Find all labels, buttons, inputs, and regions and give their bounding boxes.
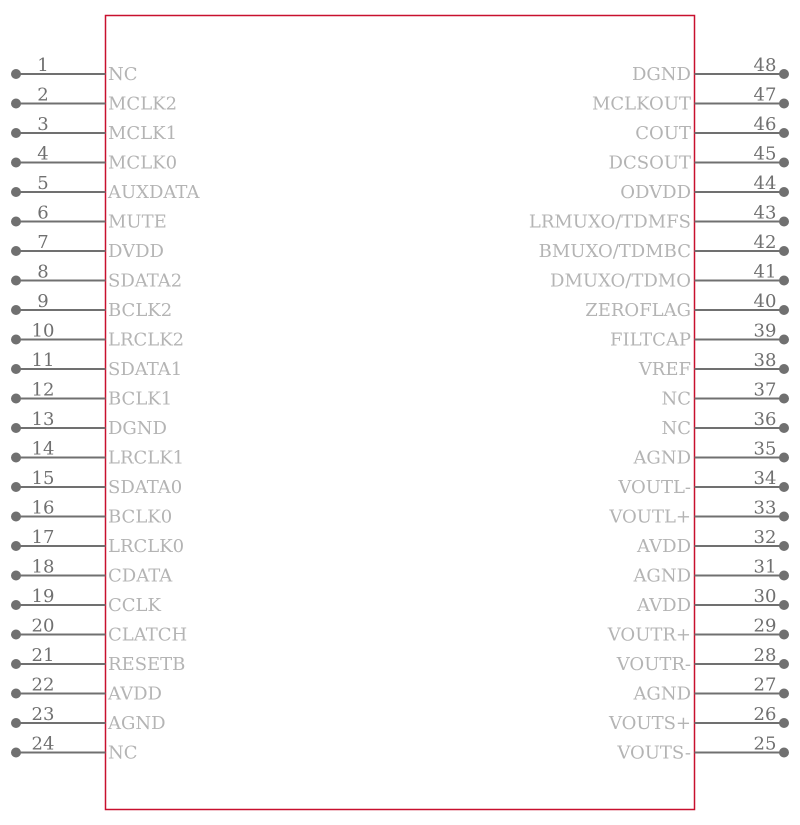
pin-number: 37 xyxy=(753,379,777,401)
pin-number: 29 xyxy=(753,615,777,637)
pin-name: VOUTR- xyxy=(616,654,691,675)
pin-end-dot xyxy=(779,482,789,492)
pin-name: AVDD xyxy=(108,683,162,705)
pin-end-dot xyxy=(11,630,21,640)
pin-number: 26 xyxy=(753,704,777,725)
pin-42 xyxy=(539,232,789,262)
pin-end-dot xyxy=(779,217,789,227)
pin-name: LRCLK0 xyxy=(108,536,185,557)
pin-end-dot xyxy=(779,187,789,197)
pin-end-dot xyxy=(779,364,789,374)
pin-end-dot xyxy=(11,512,21,522)
pin-end-dot xyxy=(11,453,21,463)
pin-number: 17 xyxy=(31,527,55,548)
pin-end-dot xyxy=(11,335,21,345)
pin-name: CCLK xyxy=(108,595,161,616)
pin-number: 9 xyxy=(37,291,49,312)
pin-end-dot xyxy=(11,748,21,758)
ic-body-outline xyxy=(106,16,695,810)
pin-number: 2 xyxy=(37,84,49,106)
pin-40 xyxy=(585,291,789,321)
pin-number: 28 xyxy=(753,645,777,666)
pin-end-dot xyxy=(11,276,21,286)
pin-number: 13 xyxy=(31,409,55,430)
pin-number: 45 xyxy=(753,143,777,165)
pin-name: LRCLK1 xyxy=(108,447,185,469)
pin-number: 24 xyxy=(31,733,55,755)
pin-name: NC xyxy=(108,742,138,764)
pin-17 xyxy=(11,527,184,557)
pin-name: ZEROFLAG xyxy=(585,300,691,321)
pin-name: AUXDATA xyxy=(108,182,200,203)
pin-31 xyxy=(632,557,789,587)
pin-end-dot xyxy=(779,423,789,433)
pin-end-dot xyxy=(779,335,789,345)
pin-21 xyxy=(11,645,185,675)
pin-number: 41 xyxy=(753,261,777,283)
pin-name: NC xyxy=(661,418,691,439)
pin-end-dot xyxy=(779,630,789,640)
pin-name: MCLK0 xyxy=(108,152,178,174)
pin-end-dot xyxy=(11,364,21,374)
pin-name: CDATA xyxy=(108,565,173,587)
pin-23 xyxy=(11,704,166,734)
pin-end-dot xyxy=(11,394,21,404)
pin-name: DGND xyxy=(632,64,691,85)
pin-name: DGND xyxy=(108,418,167,439)
pin-name: RESETB xyxy=(108,654,186,675)
pin-number: 42 xyxy=(753,232,777,253)
pin-name: VOUTR+ xyxy=(607,624,691,646)
pin-name: AGND xyxy=(108,713,166,734)
pin-end-dot xyxy=(779,69,789,79)
pin-number: 47 xyxy=(753,84,777,106)
pin-number: 12 xyxy=(31,379,55,401)
pin-name: SDATA0 xyxy=(108,477,183,498)
pin-10 xyxy=(11,321,184,351)
pin-15 xyxy=(11,468,182,498)
pin-name: AVDD xyxy=(637,536,691,557)
pin-end-dot xyxy=(779,718,789,728)
pin-46 xyxy=(635,114,789,144)
pin-37 xyxy=(661,380,789,410)
pin-number: 14 xyxy=(31,438,55,460)
pin-19 xyxy=(11,586,161,616)
pin-9 xyxy=(11,291,172,321)
pin-27 xyxy=(632,675,789,705)
pin-16 xyxy=(11,498,172,528)
pin-48 xyxy=(632,55,789,85)
pin-6 xyxy=(11,203,167,233)
pin-2 xyxy=(11,85,177,115)
pin-end-dot xyxy=(779,453,789,463)
pin-name: LRMUXO/TDMFS xyxy=(528,211,691,233)
pin-end-dot xyxy=(11,600,21,610)
pin-name: VREF xyxy=(638,359,691,380)
pin-end-dot xyxy=(779,305,789,315)
pin-name: BCLK0 xyxy=(108,506,173,528)
pin-end-dot xyxy=(11,541,21,551)
pin-number: 27 xyxy=(753,674,777,696)
pin-18 xyxy=(11,557,173,587)
pin-number: 30 xyxy=(753,586,777,607)
pin-number: 21 xyxy=(31,645,55,666)
pin-name: CLATCH xyxy=(108,624,188,646)
pin-name: BMUXO/TDMBC xyxy=(538,241,691,262)
pin-end-dot xyxy=(779,394,789,404)
pin-number: 6 xyxy=(37,202,49,224)
pin-end-dot xyxy=(11,482,21,492)
pin-41 xyxy=(550,262,789,292)
pin-end-dot xyxy=(779,600,789,610)
pin-number: 34 xyxy=(753,468,777,489)
pin-26 xyxy=(608,704,789,734)
pin-number: 31 xyxy=(753,556,777,578)
pin-number: 15 xyxy=(31,468,55,489)
pin-number: 46 xyxy=(753,114,777,135)
pin-number: 18 xyxy=(31,556,55,578)
pin-name: MCLK1 xyxy=(108,123,178,144)
pin-7 xyxy=(11,232,164,262)
pin-end-dot xyxy=(779,276,789,286)
pin-name: DMUXO/TDMO xyxy=(550,270,691,292)
pin-end-dot xyxy=(11,246,21,256)
pin-name: ODVDD xyxy=(620,182,691,203)
pin-number: 22 xyxy=(31,674,55,696)
pin-name: AVDD xyxy=(637,595,691,616)
pin-end-dot xyxy=(11,69,21,79)
pin-name: AGND xyxy=(633,683,691,705)
pin-36 xyxy=(661,409,789,439)
pin-name: VOUTS+ xyxy=(608,713,691,734)
pin-end-dot xyxy=(11,99,21,109)
pin-number: 19 xyxy=(31,586,55,607)
pin-name: VOUTS- xyxy=(617,742,691,764)
pin-33 xyxy=(608,498,789,528)
pin-end-dot xyxy=(779,158,789,168)
pin-number: 43 xyxy=(753,202,777,224)
pin-end-dot xyxy=(779,99,789,109)
pin-end-dot xyxy=(11,718,21,728)
pin-number: 33 xyxy=(753,497,777,519)
pin-end-dot xyxy=(11,571,21,581)
pin-end-dot xyxy=(11,659,21,669)
pin-38 xyxy=(638,350,789,380)
pin-14 xyxy=(11,439,184,469)
pin-28 xyxy=(616,645,789,675)
pin-end-dot xyxy=(11,217,21,227)
pin-number: 35 xyxy=(753,438,777,460)
pin-number: 32 xyxy=(753,527,777,548)
pin-12 xyxy=(11,380,172,410)
pin-name: BCLK2 xyxy=(108,300,173,321)
pin-name: COUT xyxy=(635,123,691,144)
pin-24 xyxy=(11,734,138,764)
pin-30 xyxy=(636,586,789,616)
pin-4 xyxy=(11,144,177,174)
pin-end-dot xyxy=(779,689,789,699)
pin-end-dot xyxy=(11,423,21,433)
pin-number: 36 xyxy=(753,409,777,430)
pin-8 xyxy=(11,262,182,292)
pin-11 xyxy=(11,350,182,380)
pin-number: 44 xyxy=(753,173,777,194)
pin-43 xyxy=(529,203,789,233)
pin-name: MCLK2 xyxy=(108,93,178,115)
pin-number: 7 xyxy=(37,232,49,253)
pin-number: 38 xyxy=(753,350,777,371)
pin-number: 20 xyxy=(31,615,55,637)
pin-end-dot xyxy=(11,689,21,699)
pin-end-dot xyxy=(779,571,789,581)
pin-34 xyxy=(617,468,789,498)
pin-number: 11 xyxy=(31,350,55,371)
pin-number: 39 xyxy=(753,320,777,342)
pin-29 xyxy=(607,616,789,646)
pin-name: NC xyxy=(661,388,691,410)
pin-number: 1 xyxy=(37,55,49,76)
pin-name: MUTE xyxy=(108,211,167,233)
pin-22 xyxy=(11,675,162,705)
pin-number: 5 xyxy=(37,173,49,194)
pin-number: 10 xyxy=(31,320,55,342)
pin-end-dot xyxy=(11,158,21,168)
pin-20 xyxy=(11,616,187,646)
pin-end-dot xyxy=(779,541,789,551)
pin-name: VOUTL- xyxy=(618,477,691,498)
pin-number: 4 xyxy=(37,143,49,165)
pin-number: 40 xyxy=(753,291,777,312)
pin-name: SDATA2 xyxy=(108,270,183,292)
pin-32 xyxy=(636,527,789,557)
pin-end-dot xyxy=(779,659,789,669)
pin-name: DVDD xyxy=(108,241,164,262)
pin-end-dot xyxy=(779,246,789,256)
pin-name: MCLKOUT xyxy=(591,93,691,115)
pin-name: FILTCAP xyxy=(610,329,691,351)
pin-47 xyxy=(592,85,789,115)
pin-name: AGND xyxy=(633,447,691,469)
pin-number: 48 xyxy=(753,55,777,76)
pin-name: VOUTL+ xyxy=(609,506,691,528)
pin-number: 16 xyxy=(31,497,55,519)
pin-end-dot xyxy=(779,512,789,522)
pin-44 xyxy=(620,173,789,203)
pin-end-dot xyxy=(779,748,789,758)
pin-35 xyxy=(632,439,789,469)
pin-end-dot xyxy=(779,128,789,138)
pin-45 xyxy=(609,144,789,174)
pin-name: AGND xyxy=(633,565,691,587)
pin-number: 23 xyxy=(31,704,55,725)
pin-25 xyxy=(616,734,789,764)
pin-end-dot xyxy=(11,305,21,315)
right-pin-column xyxy=(529,55,789,764)
pin-number: 3 xyxy=(37,114,49,135)
pin-13 xyxy=(11,409,167,439)
pin-end-dot xyxy=(11,187,21,197)
pin-name: BCLK1 xyxy=(108,388,173,410)
pin-3 xyxy=(11,114,177,144)
pin-name: LRCLK2 xyxy=(108,329,185,351)
pin-number: 8 xyxy=(37,261,49,283)
pin-name: SDATA1 xyxy=(108,359,183,380)
pin-name: DCSOUT xyxy=(608,152,691,174)
pin-end-dot xyxy=(11,128,21,138)
pin-number: 25 xyxy=(753,733,777,755)
pin-1 xyxy=(11,55,138,85)
pin-name: NC xyxy=(108,64,138,85)
pin-39 xyxy=(610,321,789,351)
